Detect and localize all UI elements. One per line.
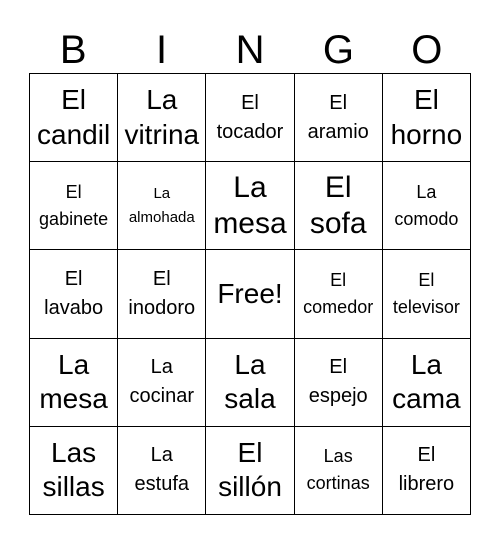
bingo-cell[interactable]: La mesa — [30, 339, 118, 427]
bingo-cell[interactable]: La mesa — [206, 162, 294, 250]
bingo-cell[interactable]: El gabinete — [30, 162, 118, 250]
bingo-cell[interactable]: Las sillas — [30, 427, 118, 515]
bingo-cell[interactable]: El inodoro — [118, 250, 206, 338]
bingo-cell[interactable]: La comodo — [383, 162, 471, 250]
bingo-card-grid — [29, 73, 471, 515]
bingo-cell[interactable]: El lavabo — [30, 250, 118, 338]
header-letter-i: I — [156, 28, 168, 72]
header-letter-o: O — [411, 28, 443, 72]
bingo-cell[interactable]: El sofa — [295, 162, 383, 250]
header-letter-g: G — [322, 28, 354, 72]
bingo-cell[interactable]: La estufa — [118, 427, 206, 515]
bingo-cell[interactable]: El espejo — [295, 339, 383, 427]
bingo-cell[interactable]: El tocador — [206, 74, 294, 162]
free-space-cell[interactable]: Free! — [206, 250, 294, 338]
bingo-cell[interactable]: El librero — [383, 427, 471, 515]
bingo-cell[interactable]: La vitrina — [118, 74, 206, 162]
bingo-cell[interactable]: La cocinar — [118, 339, 206, 427]
bingo-cell[interactable]: La almohada — [118, 162, 206, 250]
bingo-cell[interactable]: El aramio — [295, 74, 383, 162]
header-letter-n: N — [235, 28, 265, 72]
bingo-cell[interactable]: El candil — [30, 74, 118, 162]
bingo-cell[interactable]: El sillón — [206, 427, 294, 515]
bingo-header — [29, 26, 471, 74]
bingo-cell[interactable]: La cama — [383, 339, 471, 427]
bingo-cell[interactable]: Las cortinas — [295, 427, 383, 515]
bingo-cell[interactable]: El comedor — [295, 250, 383, 338]
bingo-cell[interactable]: La sala — [206, 339, 294, 427]
header-letter-b: B — [59, 28, 87, 72]
bingo-cell[interactable]: El televisor — [383, 250, 471, 338]
bingo-cell[interactable]: El horno — [383, 74, 471, 162]
